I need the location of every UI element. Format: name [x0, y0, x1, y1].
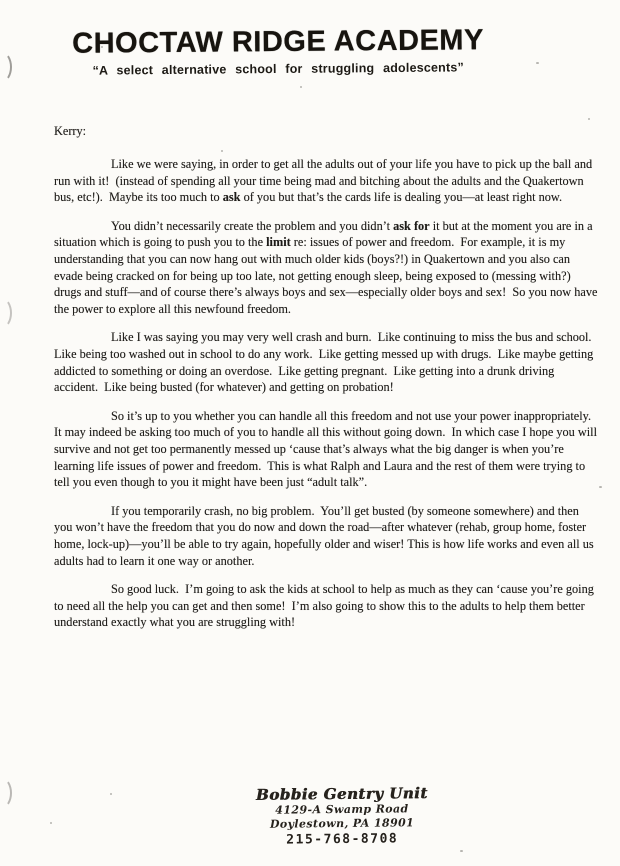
scan-speck: [300, 86, 302, 88]
letterhead: [0, 0, 588, 79]
letter-paragraph: You didn’t necessarily create the problem and you didn’t ask for it but at the moment you are in a situation which is going to push you to the limit re: issues of power and freedom. For example, it is my understanding that you can now hang out with much older kids (boys?!) in Quakertown and you also can evade being cracked on for being up too late, not getting enough sleep, being exposed to (messing with?) drugs and stuff—and of course there’s always boys and sex—especially older boys and sex! So you now have the power to explore all this newfound freedom.: [54, 218, 601, 316]
letter-paragraph: So it’s up to you whether you can handle all this freedom and not use your power inappropriately. It may indeed be asking too much of you to handle all this without going down. In which case I hope you will survive and not get too permanently messed up ‘cause that’s always what the big danger is when you’re learning life issues of power and freedom. This is what Ralph and Laura and the rest of them were trying to tell you even though to you it might have been just “adult talk”.: [54, 408, 601, 490]
letter-paragraph: So good luck. I’m going to ask the kids at school to help as much as they can ‘cause you’re going to need all the help you can get and then some! I’m also going to show this to the adults to help them better understand exactly what you are struggling with!: [54, 582, 597, 630]
phone-number: 215-768-8708: [286, 831, 399, 848]
school-tagline: “A select alternative school for struggling adolescents”: [92, 60, 465, 79]
scan-artifact-arc: [0, 778, 12, 808]
letter-body: [54, 123, 599, 630]
scan-speck: [221, 150, 223, 152]
school-name: CHOCTAW RIDGE ACADEMY: [72, 24, 484, 60]
address-line-2: Doylestown, PA 18901: [269, 815, 415, 831]
signature-block: [32, 783, 620, 850]
letter-paragraph: If you temporarily crash, no big problem. You’ll get busted (by someone somewhere) and then you won’t have the freedom that you do now and down the road—after whatever (rehab, group home, foster home, lock-up)—you’ll be able to try again, hopefully older and wiser! This is how life works and even all us adults had to learn it one way or another.: [54, 503, 597, 568]
scan-speck: [460, 850, 463, 852]
letter-paragraphs: [54, 156, 599, 631]
letter-paragraph: Like I was saying you may very well crash and burn. Like continuing to miss the bus and school. Like being too washed out in school to do any work. Like getting messed up with drugs. Like maybe getting addicted to something or doing an overdose. Like getting pregnant. Like getting into a drunk driving accident. Like being busted (for whatever) and getting on probation!: [54, 330, 598, 395]
scan-artifact-arc: [0, 298, 12, 328]
unit-name: Bobbie Gentry Unit: [255, 784, 428, 804]
scan-speck: [599, 486, 602, 488]
salutation: Kerry:: [54, 124, 87, 139]
address-line-1: 4129-A Swamp Road: [275, 802, 409, 817]
letter-paragraph: Like we were saying, in order to get all the adults out of your life you have to pick up the ball and run with it! (instead of spending all your time being mad and bitching about the adults and the Quakertown bus, etc!). Maybe its too much to ask of you but that’s the cards life is dealing you—at least right now.: [54, 157, 596, 205]
scan-speck: [588, 118, 590, 120]
